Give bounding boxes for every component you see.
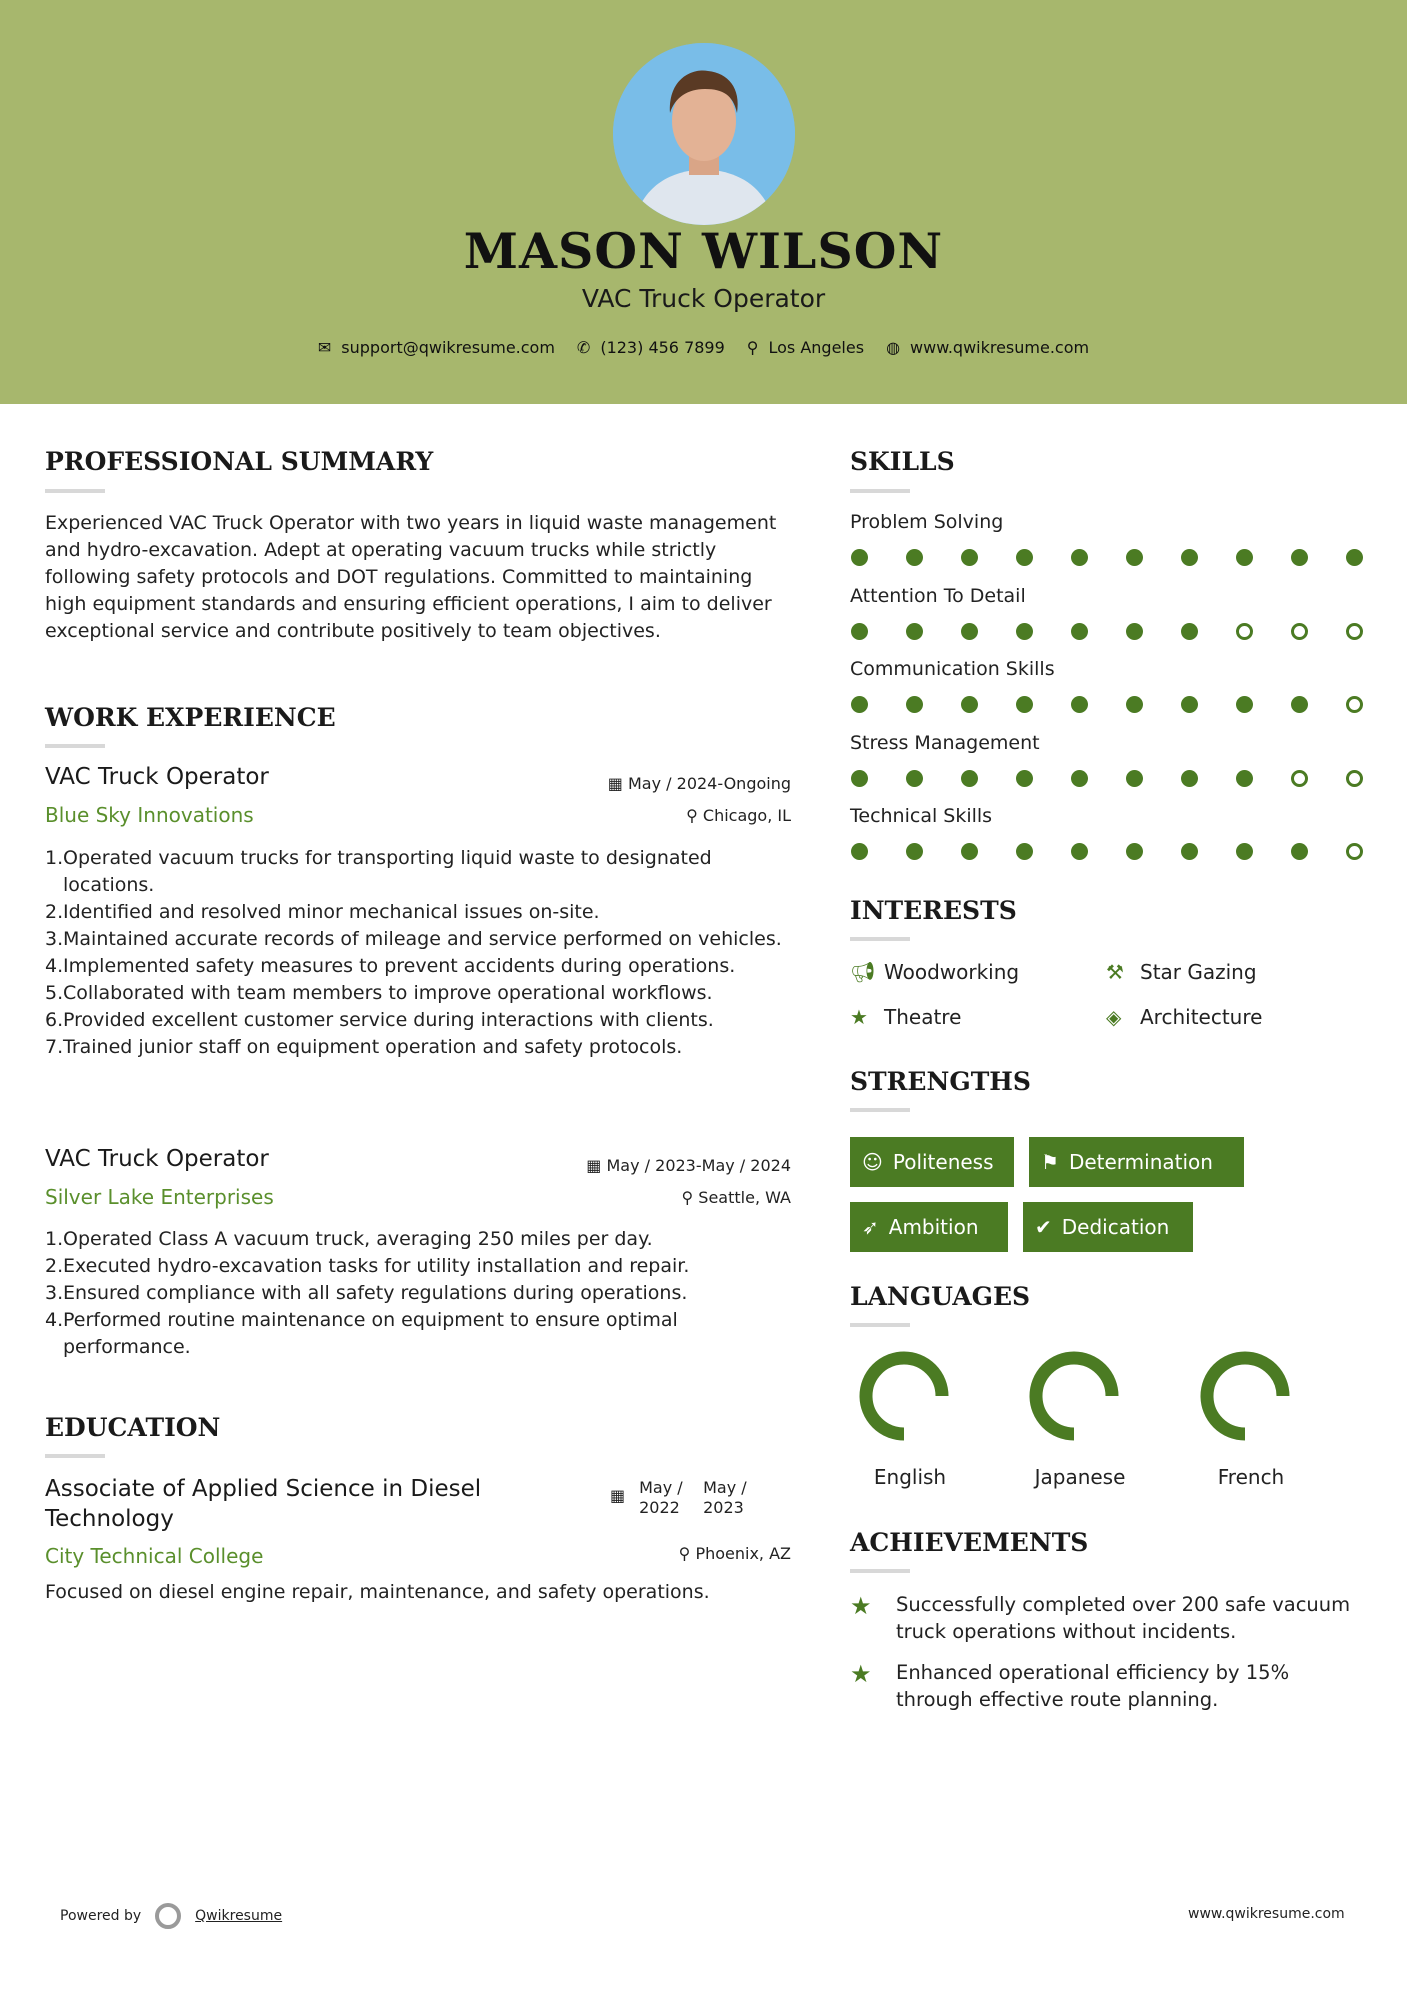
contact-website[interactable]: ◍ www.qwikresume.com [886, 338, 1090, 357]
skill-rating [851, 623, 1371, 643]
divider [45, 489, 105, 493]
skill-dot-filled [906, 623, 923, 640]
contact-phone[interactable]: ✆ (123) 456 7899 [576, 338, 725, 357]
list-item: 7. Trained junior staff on equipment operation and safety protocols. [45, 1036, 683, 1058]
skill-dot-empty [1346, 696, 1363, 713]
language-name: English [873, 1465, 947, 1489]
gavel-icon: ⚒ [1106, 960, 1124, 984]
interest-item: ⚒ Star Gazing [1106, 960, 1257, 984]
job-location: ⚲ Chicago, IL [686, 806, 791, 825]
interests-heading: INTERESTS [850, 896, 1017, 925]
skill-dot-filled [1071, 549, 1088, 566]
list-item: 6. Provided excellent customer service during interactions with clients. [45, 1009, 714, 1031]
achievement-item: ★ Enhanced operational efficiency by 15% through effective route planning. [850, 1660, 1290, 1711]
skill-dot-filled [961, 696, 978, 713]
divider [850, 1108, 910, 1112]
strengths-heading: STRENGTHS [850, 1067, 1031, 1096]
skill-dot-filled [1236, 696, 1253, 713]
skill-dot-filled [851, 623, 868, 640]
avatar [613, 43, 795, 225]
skill-dot-filled [1181, 623, 1198, 640]
skill-dot-empty [1346, 770, 1363, 787]
degree-title: Associate of Applied Science in Diesel Technology [45, 1476, 482, 1532]
skill-dot-filled [851, 696, 868, 713]
pin-icon: ⚲ [681, 1188, 699, 1207]
job-date: ▦ May / 2024-Ongoing [607, 774, 791, 793]
list-item: 5. Collaborated with team members to improve operational workflows. [45, 982, 713, 1004]
skill-name: Communication Skills [850, 658, 1055, 680]
skill-name: Attention To Detail [850, 584, 1026, 607]
divider [45, 1454, 105, 1458]
avatar-photo [613, 43, 795, 225]
divider [45, 744, 105, 748]
achievements-heading: ACHIEVEMENTS [850, 1528, 1089, 1557]
rocket-icon: ➶ [862, 1215, 879, 1239]
footer-url[interactable]: www.qwikresume.com [1188, 1906, 1345, 1922]
skill-dot-filled [961, 549, 978, 566]
check-circle-icon: ✔ [1035, 1215, 1052, 1239]
list-item: 4. Performed routine maintenance on equipment to ensure optimal performance. [45, 1309, 678, 1358]
list-item: 2. Identified and resolved minor mechanical issues on-site. [45, 901, 600, 923]
language-arc [1036, 1358, 1112, 1434]
skill-dot-filled [1016, 696, 1033, 713]
ruler-icon: ◈ [1106, 1005, 1122, 1029]
divider [850, 1569, 910, 1573]
skill-dot-empty [1346, 623, 1363, 640]
skill-dot-filled [1181, 549, 1198, 566]
skill-dot-filled [1016, 623, 1033, 640]
calendar-icon: ▦ [607, 774, 628, 793]
skill-dot-filled [1181, 770, 1198, 787]
skill-dot-filled [1071, 696, 1088, 713]
contact-location: ⚲ Los Angeles [746, 338, 865, 357]
job-title: VAC Truck Operator [45, 1146, 269, 1172]
education-heading: EDUCATION [45, 1413, 221, 1442]
skill-dot-filled [1181, 843, 1198, 860]
header-banner [0, 0, 1407, 404]
star-icon: ★ [850, 1005, 868, 1029]
qwikresume-logo-icon [155, 1903, 181, 1929]
skill-dot-empty [1236, 623, 1253, 640]
skill-dot-filled [1126, 696, 1143, 713]
flag-icon: ⚑ [1041, 1150, 1059, 1174]
skill-dot-filled [1346, 549, 1363, 566]
phone-icon: ✆ [576, 338, 591, 357]
skill-rating [851, 770, 1371, 790]
calendar-icon: ▦ [610, 1486, 626, 1505]
strength-badge: ⚑ Determination [1029, 1137, 1244, 1187]
job-company: Silver Lake Enterprises [45, 1185, 274, 1209]
language-arc [866, 1358, 942, 1434]
skill-dot-filled [1236, 770, 1253, 787]
list-item: 3. Ensured compliance with all safety regulations during operations. [45, 1282, 688, 1304]
work-heading: WORK EXPERIENCE [45, 703, 336, 732]
skill-dot-filled [1291, 549, 1308, 566]
skill-dot-filled [851, 549, 868, 566]
skill-dot-empty [1291, 623, 1308, 640]
education-description: Focused on diesel engine repair, maintenance, and safety operations. [45, 1581, 710, 1603]
skill-dot-filled [1236, 843, 1253, 860]
skill-rating [851, 696, 1371, 716]
skill-dot-filled [851, 843, 868, 860]
skill-dot-filled [961, 843, 978, 860]
skill-dot-filled [1181, 696, 1198, 713]
achievement-item: ★ Successfully completed over 200 safe vacuum truck operations without incidents. [850, 1592, 1351, 1643]
divider [850, 937, 910, 941]
globe-icon: ◍ [886, 338, 901, 357]
skill-dot-empty [1346, 843, 1363, 860]
skill-dot-filled [1071, 770, 1088, 787]
skill-name: Problem Solving [850, 511, 1004, 533]
skill-dot-filled [1291, 843, 1308, 860]
job-bullets [45, 1226, 795, 1361]
job-bullets [45, 845, 795, 1061]
strength-badge: ☺ Politeness [850, 1137, 1014, 1187]
job-company: Blue Sky Innovations [45, 803, 254, 827]
job-location: ⚲ Seattle, WA [681, 1188, 791, 1207]
language-name: Japanese [1034, 1465, 1126, 1489]
pin-icon: ⚲ [686, 806, 703, 825]
skill-dot-filled [1016, 843, 1033, 860]
list-item: 3. Maintained accurate records of mileage and service performed on vehicles. [45, 928, 782, 950]
skill-rating [851, 843, 1371, 863]
skill-dot-empty [1291, 770, 1308, 787]
languages-heading: LANGUAGES [850, 1282, 1031, 1311]
calendar-icon: ▦ [586, 1156, 607, 1175]
skill-dot-filled [1126, 770, 1143, 787]
language-gauges [840, 1340, 1320, 1460]
job-date: ▦ May / 2023-May / 2024 [586, 1156, 791, 1175]
skill-dot-filled [1016, 549, 1033, 566]
bullhorn-icon: 📢︎ [850, 960, 876, 984]
skill-dot-filled [906, 696, 923, 713]
summary-text: Experienced VAC Truck Operator with two years in liquid waste management and hydro-excavation. Adept at operating vacuum trucks while strictly following safety protocols and DOT regulations. Committed to maintaining high equipment standards and ensuring efficient operations, I aim to deliver exceptional service and contribute positively to team objectives. [45, 512, 777, 642]
footer-powered: Powered by Qwikresume [60, 1903, 282, 1929]
skill-dot-filled [906, 549, 923, 566]
skill-dot-filled [1126, 623, 1143, 640]
skill-dot-filled [1071, 843, 1088, 860]
interest-item: ◈ Architecture [1106, 1005, 1263, 1029]
award-star-icon: ★ [850, 1592, 872, 1620]
skill-dot-filled [1126, 549, 1143, 566]
job-title: VAC Truck Operator [45, 764, 269, 790]
skill-dot-filled [1016, 770, 1033, 787]
interest-item: ★ Theatre [850, 1005, 962, 1029]
school-name: City Technical College [45, 1544, 264, 1568]
divider [850, 489, 910, 493]
brand-link[interactable]: Qwikresume [195, 1908, 283, 1924]
list-item: 1. Operated vacuum trucks for transporting liquid waste to designated locations. [45, 847, 712, 896]
interest-item: 📢︎ Woodworking [850, 960, 1020, 984]
skill-name: Stress Management [850, 731, 1040, 754]
education-location: ⚲ Phoenix, AZ [678, 1544, 791, 1563]
skill-dot-filled [906, 843, 923, 860]
skill-name: Technical Skills [850, 805, 993, 827]
language-arc [1207, 1358, 1283, 1434]
candidate-title: VAC Truck Operator [581, 284, 826, 313]
skill-dot-filled [1126, 843, 1143, 860]
education-date: ▦ May / 2022 May / 2023 [610, 1478, 747, 1517]
map-marker-icon: ⚲ [746, 338, 759, 357]
strength-badge: ✔ Dedication [1023, 1202, 1193, 1252]
contact-bar [0, 338, 1407, 357]
list-item: 2. Executed hydro-excavation tasks for utility installation and repair. [45, 1255, 690, 1277]
pin-icon: ⚲ [678, 1544, 696, 1563]
skill-dot-filled [906, 770, 923, 787]
skill-dot-filled [1071, 623, 1088, 640]
skill-dot-filled [1236, 549, 1253, 566]
skill-dot-filled [851, 770, 868, 787]
envelope-icon: ✉ [317, 338, 332, 357]
strength-badge: ➶ Ambition [850, 1202, 1008, 1252]
skills-heading: SKILLS [850, 447, 955, 476]
list-item: 4. Implemented safety measures to prevent accidents during operations. [45, 955, 736, 977]
award-star-icon: ★ [850, 1660, 872, 1688]
list-item: 1. Operated Class A vacuum truck, averaging 250 miles per day. [45, 1228, 653, 1250]
smile-icon: ☺ [862, 1150, 883, 1174]
skill-dot-filled [961, 623, 978, 640]
skill-rating [851, 549, 1371, 569]
contact-email[interactable]: ✉ support@qwikresume.com [317, 338, 555, 357]
language-name: French [1217, 1465, 1285, 1489]
divider [850, 1323, 910, 1327]
candidate-name: MASON WILSON [463, 222, 944, 280]
skill-dot-filled [961, 770, 978, 787]
summary-heading: PROFESSIONAL SUMMARY [45, 447, 434, 476]
skill-dot-filled [1291, 696, 1308, 713]
